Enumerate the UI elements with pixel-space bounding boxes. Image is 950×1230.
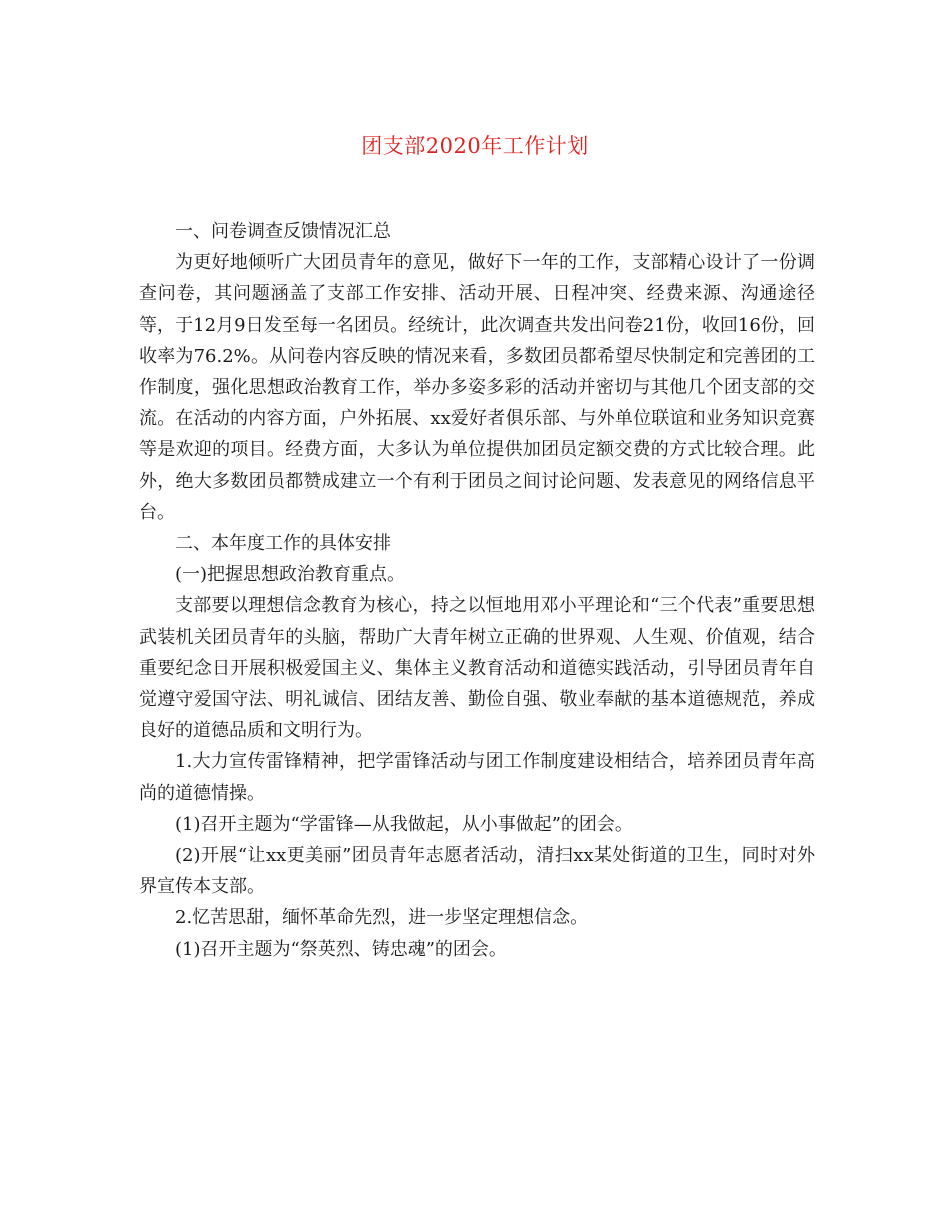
list-item: 1.大力宣传雷锋精神，把学雷锋活动与团工作制度建设相结合，培养团员青年高尚的道德情操。 (139, 751, 815, 804)
section-heading: 二、本年度工作的具体安排 (175, 533, 391, 555)
body-paragraph: 为更好地倾听广大团员青年的意见，做好下一年的工作，支部精心设计了一份调查问卷，其问题涵盖了支部工作安排、活动开展、日程冲突、经费来源、沟通途径等，于12月9日发至每一名团员。经统计，此次调查共发出问卷21份，收回16份，回收率为76.2%。从问卷内容反映的情况来看，多数团员都希望尽快制定和完善团的工作制度，强化思想政治教育工作，举办多姿多彩的活动并密切与其他几个团支部的交流。在活动的内容方面，户外拓展、xx爱好者俱乐部、与外单位联谊和业务知识竞赛等是欢迎的项目。经费方面，大多认为单位提供加团员定额交费的方式比较合理。此外，绝大多数团员都赞成建立一个有利于团员之间讨论问题、发表意见的网络信息平台。 (139, 252, 815, 523)
section-heading: 一、问卷调查反馈情况汇总 (175, 221, 391, 242)
list-item: (1)召开主题为“学雷锋—从我做起，从小事做起”的团会。 (175, 813, 633, 835)
subsection-heading: (一)把握思想政治教育重点。 (175, 564, 406, 586)
list-item: (1)召开主题为“祭英烈、铸忠魂”的团会。 (175, 938, 507, 960)
body-paragraph: 支部要以理想信念教育为核心，持之以恒地用邓小平理论和“三个代表”重要思想武装机关团员青年的头脑，帮助广大青年树立正确的世界观、人生观、价值观，结合重要纪念日开展积极爱国主义、集体主义教育活动和道德实践活动，引导团员青年自觉遵守爱国守法、明礼诚信、团结友善、勤俭自强、敬业奉献的基本道德规范，养成良好的道德品质和文明行为。 (139, 595, 815, 742)
document-title: 团支部2020年工作计划 (361, 134, 589, 158)
document-body (139, 216, 815, 965)
list-item: 2.忆苦思甜，缅怀革命先烈，进一步坚定理想信念。 (175, 907, 589, 929)
list-item: (2)开展“让xx更美丽”团员青年志愿者活动，清扫xx某处街道的卫生，同时对外界宣传本支部。 (139, 845, 815, 898)
